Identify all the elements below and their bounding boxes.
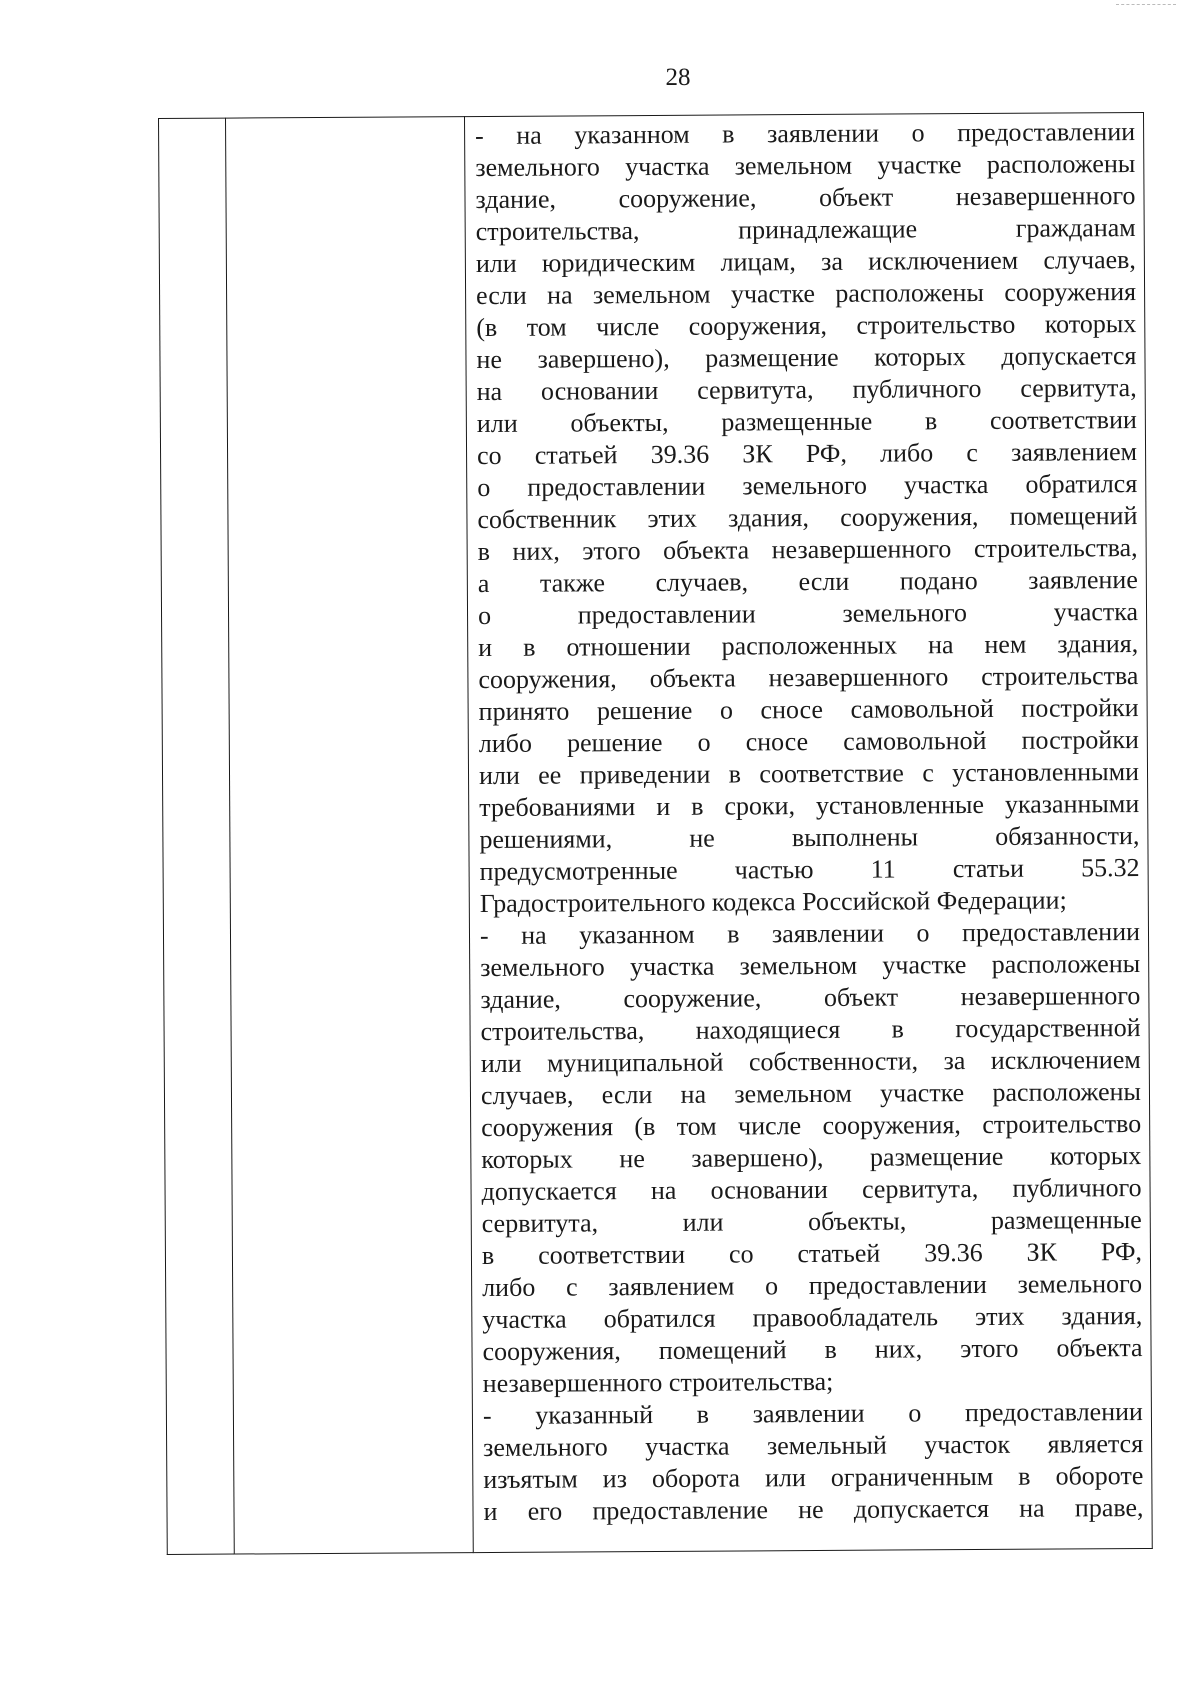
text-line: строительства, находящиеся в государственной: [480, 1013, 1141, 1047]
text-line: изъятым из оборота или ограниченным в обороте: [483, 1461, 1144, 1495]
text-line: если на земельном участке расположены сооружения: [476, 277, 1137, 311]
text-line: Градостроительного кодекса Российской Федерации;: [479, 885, 1067, 919]
text-line: собственник этих здания, сооружения, помещений: [477, 501, 1138, 535]
text-line: принято решение о сносе самовольной постройки: [478, 693, 1139, 727]
text-line: со статьей 39.36 ЗК РФ, либо с заявлением: [476, 437, 1138, 471]
page-number: 28: [665, 64, 691, 91]
scan-artifact: [1116, 4, 1176, 9]
text-line: земельного участка земельном участке расположены: [475, 149, 1136, 183]
text-line: здание, сооружение, объект незавершенного: [475, 181, 1136, 215]
text-line: - на указанном в заявлении о предоставлении: [475, 117, 1136, 151]
text-line: решениями, не выполнены обязанности,: [479, 821, 1140, 855]
text-line: либо решение о сносе самовольной постройки: [478, 725, 1139, 759]
grounds-paragraph: [475, 116, 1140, 920]
text-line: не завершено), размещение которых допускается: [476, 341, 1137, 375]
text-line: о предоставлении земельного участка обратился: [477, 469, 1138, 503]
text-line: либо с заявлением о предоставлении земельного: [482, 1269, 1143, 1303]
text-line: предусмотренные частью 11 статьи 55.32: [479, 853, 1140, 887]
text-line: земельного участка земельный участок является: [483, 1429, 1144, 1463]
grounds-paragraph: [480, 916, 1143, 1400]
table-cell-grounds: [464, 112, 1152, 1552]
text-line: - на указанном в заявлении о предоставлении: [479, 917, 1141, 951]
text-line: о предоставлении земельного участка: [477, 597, 1139, 631]
text-line: - указанный в заявлении о предоставлении: [482, 1397, 1144, 1431]
text-line: сервитута, или объекты, размещенные: [481, 1205, 1142, 1239]
text-line: в соответствии со статьей 39.36 ЗК РФ,: [481, 1237, 1143, 1271]
text-line: участка обратился правообладатель этих здания,: [482, 1301, 1143, 1335]
text-line: и в отношении расположенных на нем здания,: [478, 629, 1139, 663]
text-line: или юридическим лицам, за исключением случаев,: [475, 245, 1136, 279]
text-line: или муниципальной собственности, за исключением: [480, 1045, 1141, 1079]
text-line: а также случаев, если подано заявление: [477, 565, 1138, 599]
text-line: на основании сервитута, публичного сервитута,: [476, 373, 1137, 407]
document-table: [158, 112, 1153, 1555]
text-line: которых не завершено), размещение которых: [481, 1141, 1142, 1175]
grounds-paragraph: [483, 1396, 1144, 1528]
text-line: или объекты, размещенные в соответствии: [476, 405, 1137, 439]
text-line: и его предоставление не допускается на праве,: [483, 1493, 1144, 1527]
text-line: в них, этого объекта незавершенного строительства,: [477, 533, 1138, 567]
table-cell-description: [226, 117, 474, 1554]
text-line: здание, сооружение, объект незавершенного: [480, 981, 1141, 1015]
text-line: случаев, если на земельном участке расположены: [480, 1077, 1142, 1111]
table-row: [159, 112, 1153, 1554]
text-line: требованиями и в сроки, установленные указанными: [479, 789, 1140, 823]
text-line: (в том числе сооружения, строительство которых: [476, 309, 1137, 343]
text-line: сооружения, помещений в них, этого объекта: [482, 1333, 1143, 1367]
text-line: незавершенного строительства;: [482, 1366, 834, 1399]
text-line: допускается на основании сервитута, публичного: [481, 1173, 1142, 1207]
text-line: строительства, принадлежащие гражданам: [475, 213, 1136, 247]
text-line: сооружения, объекта незавершенного строительства: [478, 661, 1139, 695]
grounds-text: [465, 113, 1152, 1528]
text-line: земельного участка земельном участке расположены: [480, 949, 1141, 983]
table-cell-number: [159, 118, 235, 1554]
text-line: сооружения (в том числе сооружения, строительство: [481, 1109, 1142, 1143]
text-line: или ее приведении в соответствие с установленными: [478, 757, 1140, 791]
